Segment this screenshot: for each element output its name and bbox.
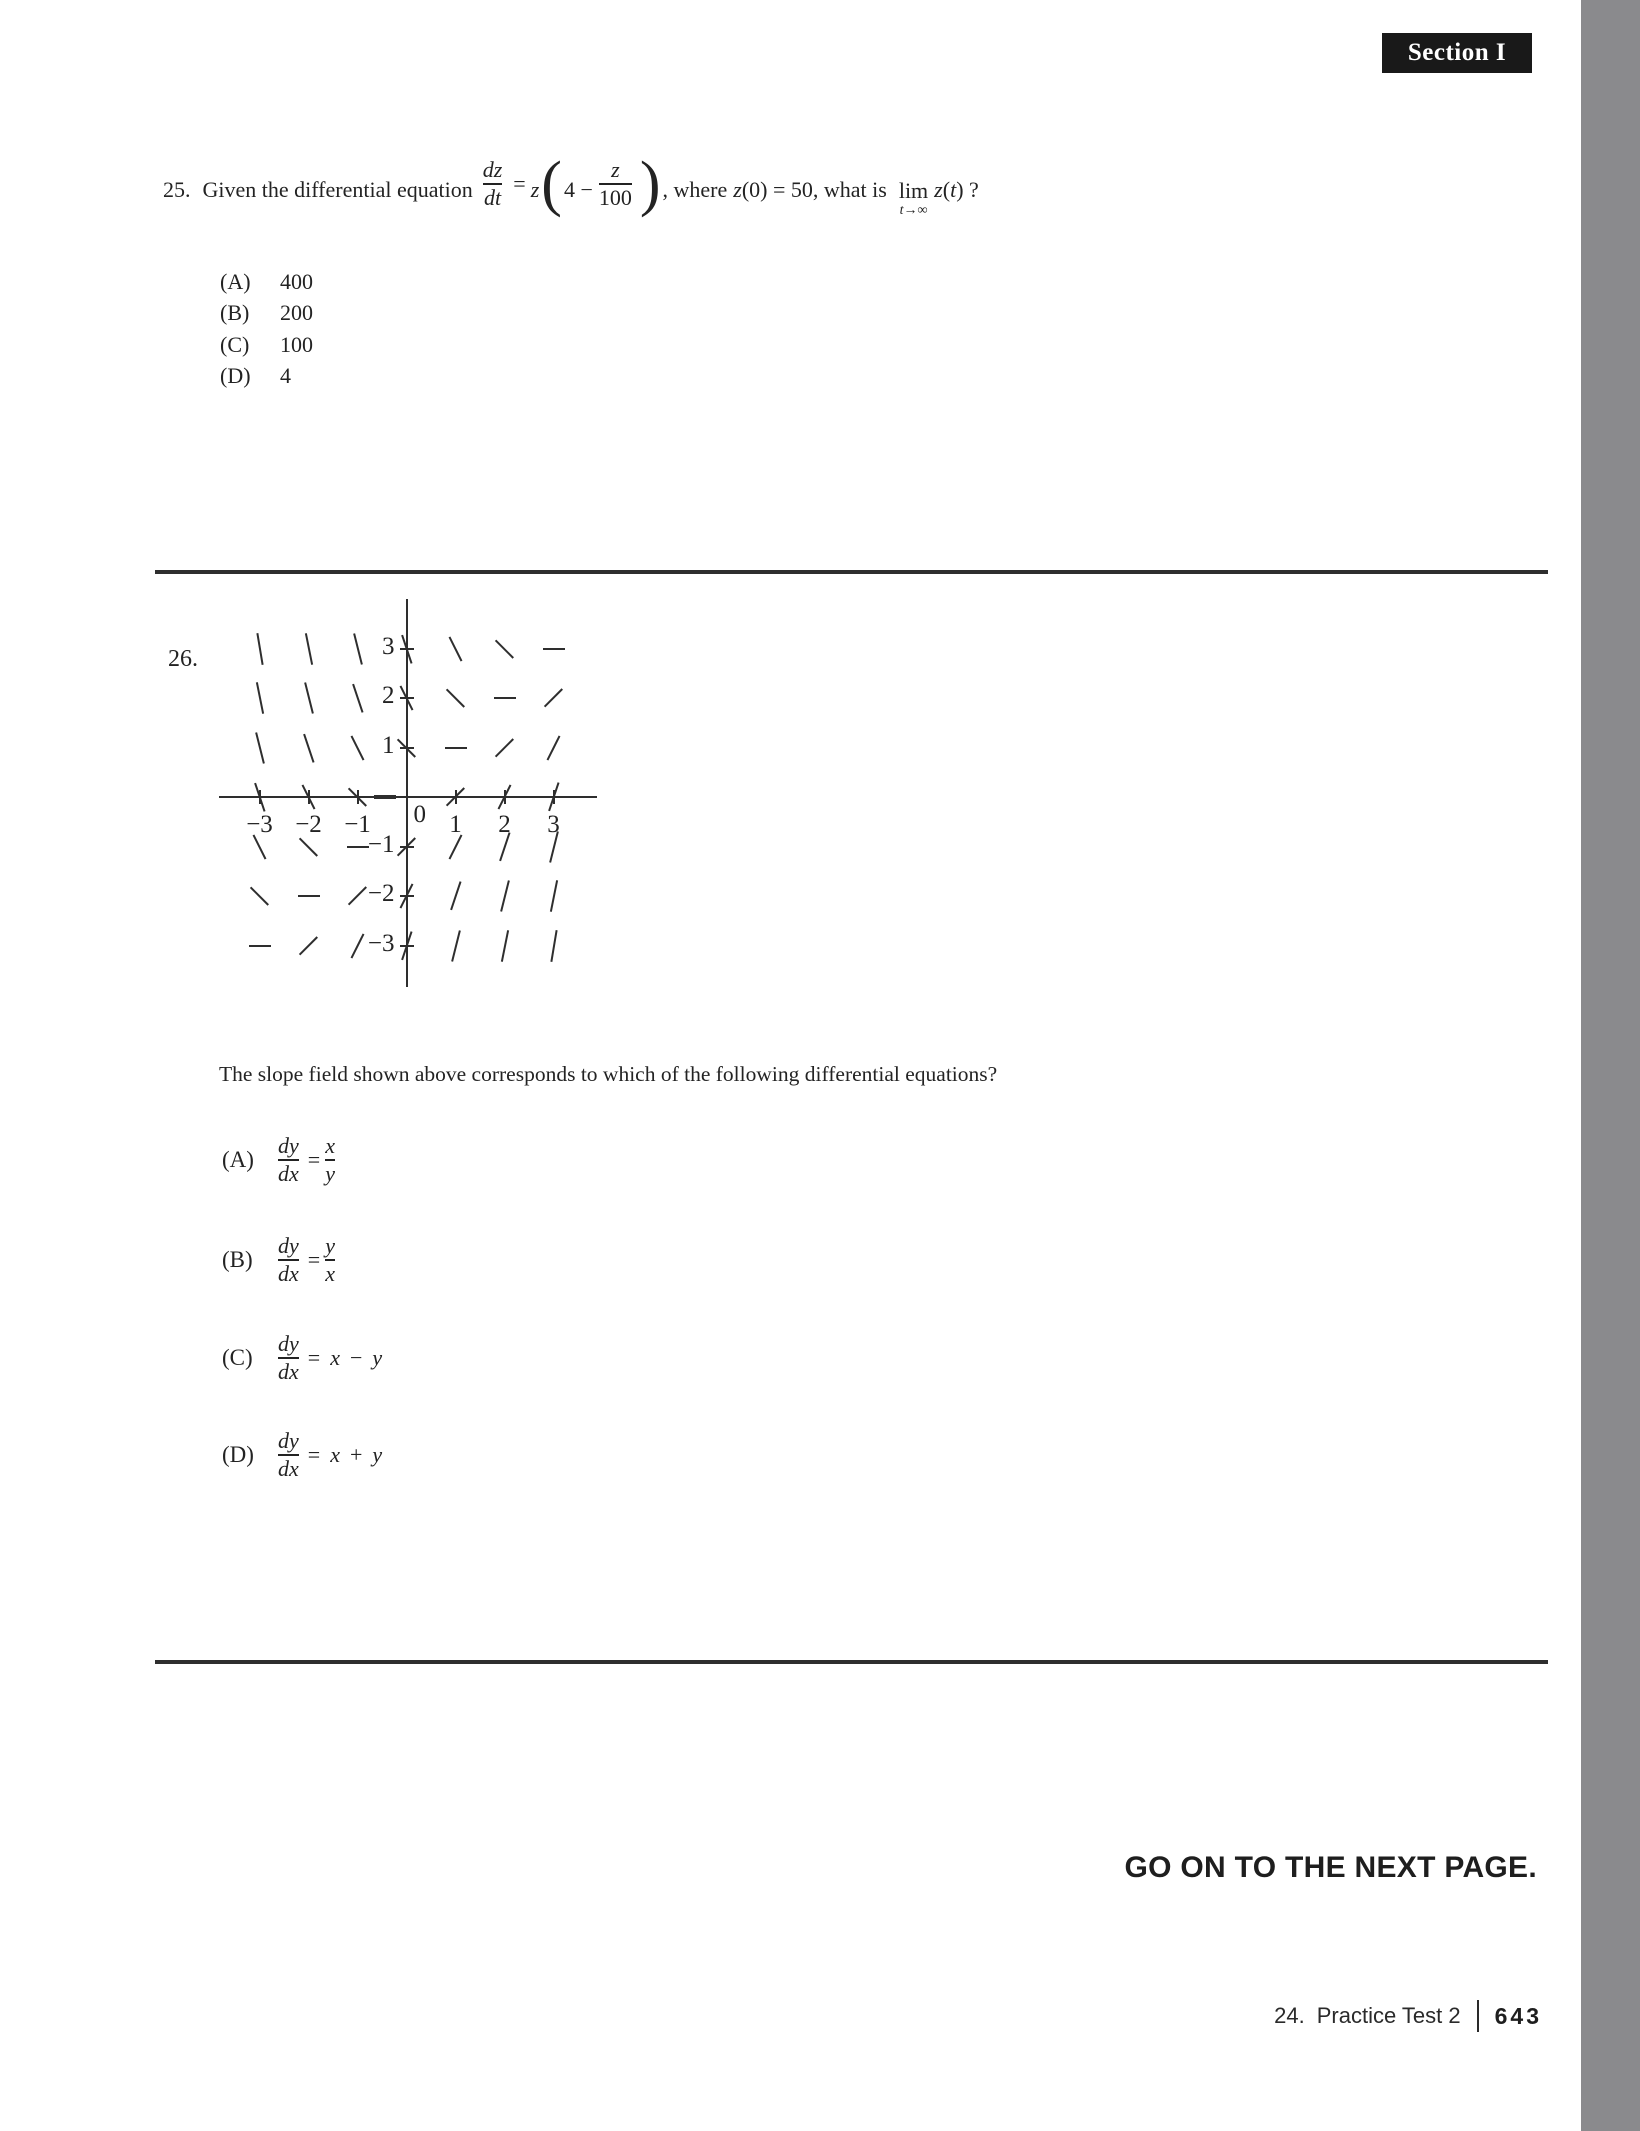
x-axis-label: −3 [246, 811, 273, 838]
inner-expression: 4 − [563, 177, 593, 202]
x-axis-label: 3 [547, 811, 560, 838]
slope-mark [249, 945, 271, 947]
x-axis-label: 2 [498, 811, 511, 838]
y-axis-label: 2 [382, 682, 395, 709]
variable-z: z [934, 177, 943, 202]
footer-separator [1477, 2000, 1479, 2032]
lim-subscript: t→∞ [899, 203, 928, 218]
fraction-dy-dx [278, 1232, 299, 1286]
choice-value: 200 [280, 300, 313, 326]
choice-row-a [220, 266, 313, 298]
slope-mark [451, 930, 461, 962]
slope-mark [500, 880, 510, 912]
fraction-z-100 [598, 156, 632, 210]
choice-value: 4 [280, 363, 291, 389]
equals-sign: = [307, 1247, 321, 1272]
fraction-dz-dt [482, 156, 503, 210]
paren-open: ( [942, 177, 951, 202]
x-axis [219, 796, 597, 798]
slope-field-plot [219, 599, 597, 987]
equals-sign: = [307, 1147, 321, 1172]
variable-y: y [372, 1345, 383, 1370]
choice-row-b [220, 298, 313, 330]
variable-x: x [330, 1345, 340, 1370]
slope-mark [544, 689, 563, 708]
slope-mark [450, 882, 461, 911]
y-axis-label: 1 [382, 731, 395, 759]
page-number: 643 [1494, 2002, 1542, 2029]
slope-mark [547, 735, 561, 760]
section-divider [155, 1660, 1548, 1664]
question-25-number: 25. [163, 177, 191, 202]
y-axis [406, 599, 408, 987]
variable-z: z [530, 177, 540, 202]
fraction-denominator: dx [278, 1359, 299, 1384]
y-axis-label: −1 [367, 830, 395, 858]
slope-mark [299, 936, 318, 955]
slope-mark [304, 682, 314, 714]
slope-mark [549, 880, 557, 912]
slope-mark [255, 732, 265, 764]
go-on-instruction: GO ON TO THE NEXT PAGE. [1124, 1851, 1537, 1884]
choice-value: 400 [280, 268, 313, 294]
question-26-number: 26. [168, 646, 198, 672]
y-axis-label: −3 [367, 929, 395, 957]
slope-mark [495, 738, 514, 757]
choice-label: (D) [222, 1442, 254, 1467]
plus-operator: + [349, 1442, 363, 1467]
slope-mark [298, 895, 320, 897]
slope-mark [449, 636, 463, 661]
question-25-stem [163, 138, 979, 242]
choice-label: (B) [220, 300, 250, 326]
fraction-x-y [325, 1132, 335, 1186]
slope-mark-origin [374, 795, 396, 799]
variable-x: x [330, 1442, 340, 1467]
fraction-dy-dx [278, 1132, 299, 1186]
right-edge-stripe [1581, 0, 1640, 2131]
slope-mark [543, 648, 565, 650]
limit-expression [899, 180, 928, 218]
x-axis-label: −2 [295, 811, 322, 838]
choice-label: (A) [222, 1147, 254, 1172]
question-26-prompt: The slope field shown above corresponds to which of the following differential equations? [219, 1062, 998, 1086]
fraction-dy-dx [278, 1330, 299, 1384]
fraction-dy-dx [278, 1427, 299, 1481]
fraction-numerator: dy [278, 1232, 299, 1258]
fraction-denominator: y [325, 1161, 335, 1186]
slope-mark [299, 837, 318, 856]
variable-z: z [733, 177, 742, 202]
fraction-numerator: y [325, 1232, 335, 1258]
choice-label: (A) [220, 268, 251, 294]
choice-row-b [222, 1215, 339, 1305]
fraction-numerator: dy [278, 1132, 299, 1158]
slope-mark [495, 639, 514, 658]
paren-close-question: ) ? [956, 177, 979, 202]
fraction-denominator: dx [278, 1161, 299, 1186]
y-axis-label: −2 [367, 880, 395, 907]
q25-where-text: , where [662, 177, 728, 202]
right-parenthesis: ) [639, 150, 661, 219]
fraction-numerator: dy [278, 1330, 299, 1356]
fraction-denominator: x [325, 1261, 335, 1286]
book-title: Practice Test 2 [1316, 2003, 1461, 2028]
slope-mark [446, 689, 465, 708]
variable-t: t [950, 177, 957, 202]
fraction-denominator: dx [278, 1456, 299, 1481]
equals-sign: = [307, 1442, 321, 1467]
slope-mark [255, 682, 263, 714]
slope-mark [256, 633, 263, 665]
slope-mark [250, 887, 269, 906]
minus-operator: − [349, 1345, 363, 1370]
fraction-numerator: dy [278, 1427, 299, 1453]
page-footer [1274, 2000, 1542, 2032]
fraction-denominator: dt [483, 185, 502, 210]
equals-sign: = [307, 1345, 321, 1370]
section-badge: Section I [1382, 33, 1532, 73]
fraction-denominator: 100 [598, 185, 632, 210]
fraction-numerator: z [611, 156, 620, 182]
slope-mark [304, 633, 312, 665]
fraction-numerator: x [325, 1132, 335, 1158]
slope-mark [500, 930, 508, 962]
choice-value: 100 [280, 331, 313, 357]
slope-mark [494, 697, 516, 699]
choice-row-c [220, 329, 313, 361]
q25-condition-text: (0) = 50, what is [741, 177, 887, 202]
left-parenthesis: ( [541, 150, 562, 219]
chapter-number: 24. [1274, 2003, 1305, 2028]
choice-label: (D) [220, 363, 251, 389]
choice-label: (C) [220, 331, 250, 357]
x-axis-label: −1 [344, 811, 371, 838]
fraction-denominator: dx [278, 1261, 299, 1286]
choice-row-a [222, 1115, 339, 1205]
choice-label: (C) [222, 1345, 253, 1370]
section-divider [155, 570, 1548, 574]
equals-sign: = [513, 171, 526, 196]
q25-lead-text: Given the differential equation [202, 177, 473, 202]
slope-mark [550, 930, 557, 962]
variable-y: y [372, 1442, 383, 1467]
y-axis-label: 3 [382, 632, 395, 660]
question-25-choices [220, 266, 313, 392]
x-axis-label: 1 [449, 811, 462, 838]
origin-label: 0 [413, 801, 426, 828]
slope-mark [445, 747, 467, 749]
fraction-y-x [325, 1232, 335, 1286]
fraction-numerator: dz [482, 156, 503, 182]
choice-label: (B) [222, 1247, 253, 1272]
choice-row-c [222, 1313, 387, 1403]
choice-row-d [222, 1410, 387, 1500]
slope-mark [303, 733, 314, 762]
choice-row-d [220, 361, 313, 393]
lim-operator: lim [898, 178, 929, 203]
